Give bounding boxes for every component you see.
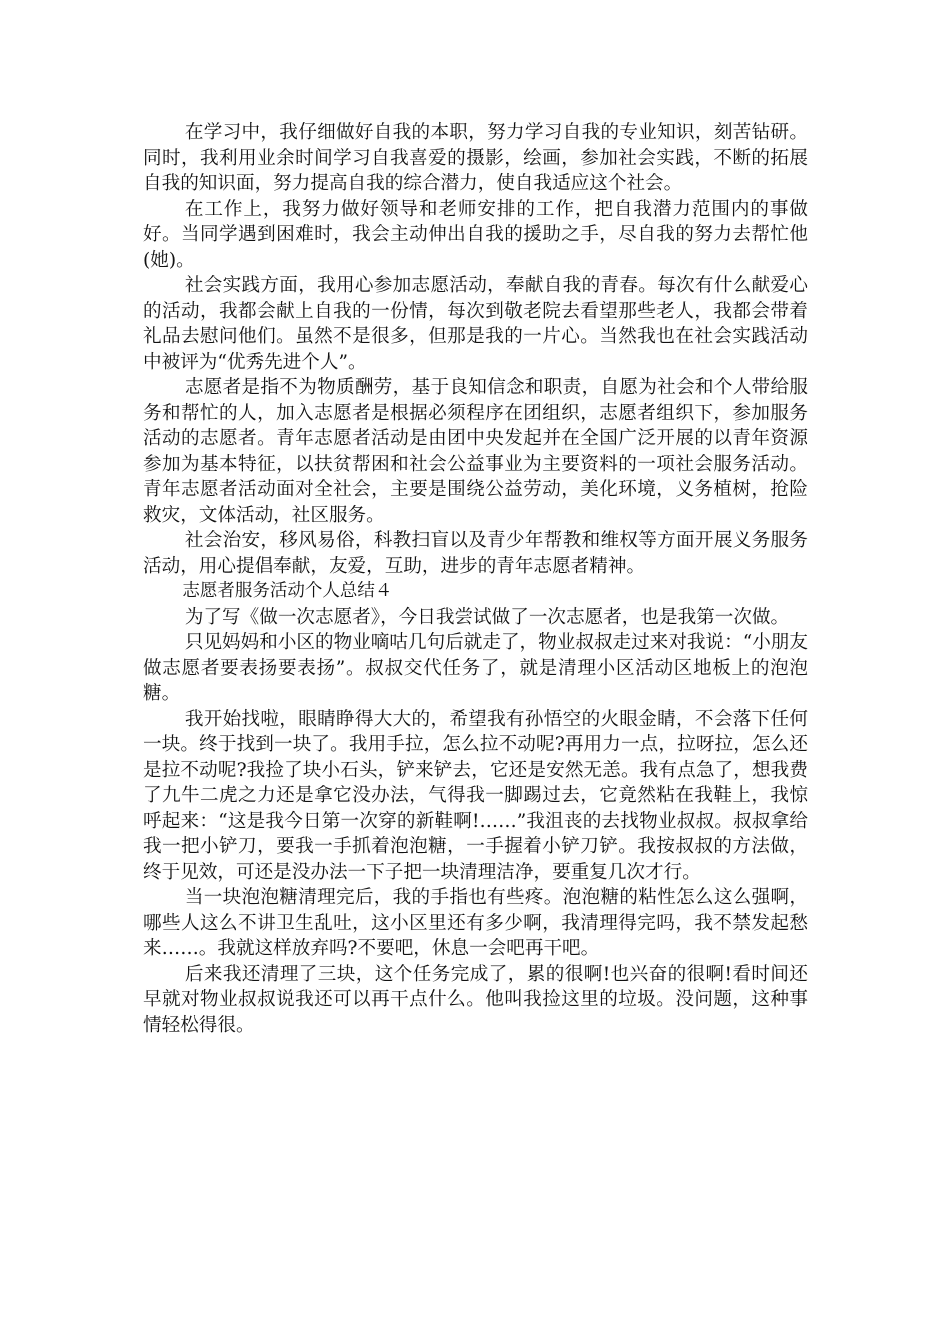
paragraph-volunteer-definition: 志愿者是指不为物质酬劳，基于良知信念和职责，自愿为社会和个人带给服务和帮忙的人，加入志愿者是根据必须程序在团组织，志愿者组织下，参加服务活动的志愿者。青年志愿者活动是由团中央发起并在全国广泛开展的以青年资源参加为基本特征，以扶贫帮困和社会公益事业为主要资料的一项社会服务活动。青年志愿者活动面对全社会，主要是围绕公益劳动，美化环境，义务植树，抢险救灾，文体活动，社区服务。 xyxy=(143,377,808,526)
paragraph-task-assigned: 只见妈妈和小区的物业嘀咕几句后就走了，物业叔叔走过来对我说：“小朋友做志愿者要表扬要表扬”。叔叔交代任务了，就是清理小区活动区地板上的泡泡糖。 xyxy=(143,632,808,704)
section-heading: 志愿者服务活动个人总结４ xyxy=(182,581,393,601)
paragraph-cleaning-gum: 我开始找啦，眼睛睁得大大的，希望我有孙悟空的火眼金睛，不会落下任何一块。终于找到一块了。我用手拉，怎么拉不动呢?再用力一点，拉呀拉，怎么还是拉不动呢?我捡了块小石头，铲来铲去，它还是安然无恙。我有点急了，想我费了九牛二虎之力还是拿它没办法，气得我一脚踢过去，它竟然粘在我鞋上，我惊呼起来：“这是我今日第一次穿的新鞋啊!……”我沮丧的去找物业叔叔。叔叔拿给我一把小铲刀，要我一手抓着泡泡糖，一手握着小铲刀铲。我按叔叔的方法做，终于见效，可还是没办法一下子把一块清理洁净，要重复几次才行。 xyxy=(143,708,808,883)
paragraph-task-complete: 后来我还清理了三块，这个任务完成了，累的很啊!也兴奋的很啊!看时间还早就对物业叔叔说我还可以再干点什么。他叫我捡这里的垃圾。没问题，这种事情轻松得很。 xyxy=(143,963,808,1036)
paragraph-volunteer-spirit: 社会治安，移风易俗，科教扫盲以及青少年帮教和维权等方面开展义务服务活动，用心提倡奉献，友爱，互助，进步的青年志愿者精神。 xyxy=(143,530,808,577)
paragraph-study: 在学习中，我仔细做好自我的本职，努力学习自我的专业知识，刻苦钻研。同时，我利用业余时间学习自我喜爱的摄影，绘画，参加社会实践，不断的拓展自我的知识面，努力提高自我的综合潜力，使自我适应这个社会。 xyxy=(143,122,808,194)
paragraph-finger-hurts: 当一块泡泡糖清理完后，我的手指也有些疼。泡泡糖的粘性怎么这么强啊，哪些人这么不讲卫生乱吐，这小区里还有多少啊，我清理得完吗，我不禁发起愁来……。我就这样放弃吗?不要吧，休息一会吧再干吧。 xyxy=(143,887,808,959)
paragraph-first-time: 为了写《做一次志愿者》，今日我尝试做了一次志愿者，也是我第一次做。 xyxy=(184,606,790,628)
paragraph-work: 在工作上，我努力做好领导和老师安排的工作，把自我潜力范围内的事做好。当同学遇到困难时，我会主动伸出自我的援助之手，尽自我的努力去帮忙他(她)。 xyxy=(143,198,808,271)
paragraph-social-practice: 社会实践方面，我用心参加志愿活动，奉献自我的青春。每次有什么献爱心的活动，我都会献上自我的一份情，每次到敬老院去看望那些老人，我都会带着礼品去慰问他们。虽然不是很多，但那是我的一片心。当然我也在社会实践活动中被评为“优秀先进个人”。 xyxy=(143,275,808,373)
document-body xyxy=(143,120,808,1038)
